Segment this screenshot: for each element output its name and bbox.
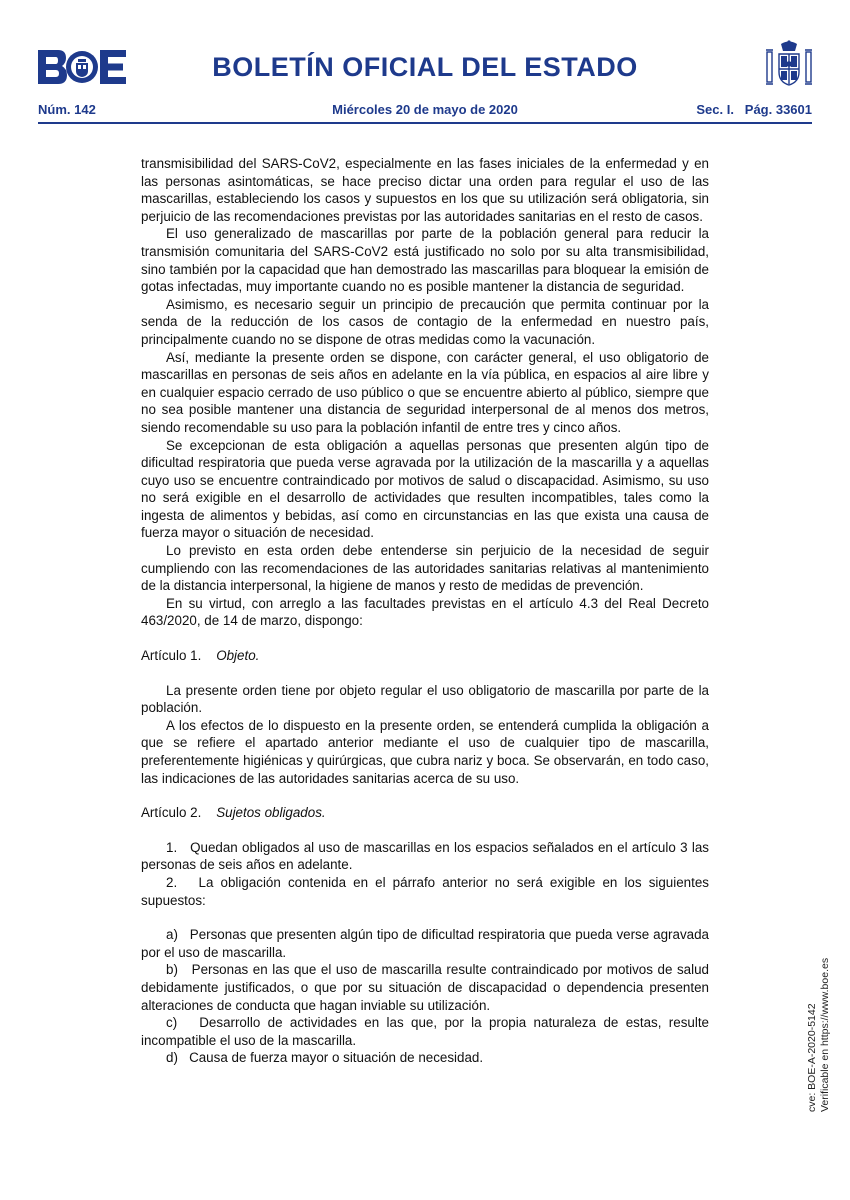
paragraph: transmisibilidad del SARS-CoV2, especialmente en las fases iniciales de la enfermedad y en las personas asintomáticas, se hace preciso dictar una orden para regular el uso de las mascarillas, estableciendo los casos y supuestos en los que su utilización será obligatoria, sin perjuicio de las recomendaciones previstas por las autoridades sanitarias en el resto de casos. [141,156,709,224]
article-label: Artículo 1. [141,648,202,664]
verification-link[interactable]: Verificable en https://www.boe.es [819,957,831,1112]
paragraph: Asimismo, es necesario seguir un principio de precaución que permita continuar por la senda de la reducción de los casos de contagio de la enfermedad en nuestro país, principalmente cuando no se dispone de otras medidas como la vacunación. [141,296,709,347]
masthead-title: BOLETÍN OFICIAL DEL ESTADO [212,52,638,82]
list-item: a) Personas que presenten algún tipo de dificultad respiratoria que pueda verse agravada por el uso de mascarilla. [141,927,713,960]
paragraph: A los efectos de lo dispuesto en la presente orden, se entenderá cumplida la obligación a que se refiere el apartado anterior mediante el uso de cualquier tipo de mascarilla, preferentemente higiénicas y quirúrgicas, que cubra nariz y boca. Se observarán, en todo caso, las indicaciones de las autoridades sanitarias acerca de su uso. [141,717,709,786]
paragraph: El uso generalizado de mascarillas por parte de la población general para reducir la transmisión comunitaria del SARS-CoV2 está justificado no solo por su alta transmisibilidad, sino también por la capacidad que han demostrado las mascarillas para bloquear la emisión de gotas infectadas, muy importante cuando no es posible mantener la distancia de seguridad. [141,226,709,295]
header-rule [38,122,812,124]
article-1-heading [141,647,709,665]
article-title: Sujetos obligados. [216,805,326,821]
verification-sidebar [806,692,832,1112]
paragraph: 2. La obligación contenida en el párrafo anterior no será exigible en los siguientes supuestos: [141,874,713,908]
paragraph: Así, mediante la presente orden se dispone, con carácter general, el uso obligatorio de mascarillas en personas de seis años en adelante en la vía pública, en espacios al aire libre y en cualquier espacio cerrado de uso público o que se encuentre abierto al público, siempre que no sea posible mantener una distancia de seguridad interpersonal de al menos dos metros, siendo recomendable su uso para la población infantil de entre tres y cinco años. [141,349,709,435]
coat-of-arms-icon [765,40,813,90]
article-label: Artículo 2. [141,805,202,821]
article-2-heading [141,804,709,822]
paragraph: Se excepcionan de esta obligación a aquellas personas que presenten algún tipo de dificultad respiratoria que pueda verse agravada por la utilización de la mascarilla y a aquellas cuyo uso se encuentre contraindicado por motivos de salud o discapacidad. Asimismo, su uso no será exigible en el desarrollo de actividades que resulten incompatibles, tales como la ingesta de alimentos y bebidas, así como en circunstancias en las que exista una causa de fuerza mayor o situación de necesidad. [141,437,709,541]
paragraph: Lo previsto en esta orden debe entenderse sin perjuicio de la necesidad de seguir cumpliendo con las recomendaciones de las autoridades sanitarias relativas al mantenimiento de la distancia interpersonal, la higiene de manos y resto de medidas de prevención. [141,543,709,594]
list-item: d) Causa de fuerza mayor o situación de necesidad. [166,1050,484,1066]
section-page: Sec. I. Pág. 33601 [696,102,812,117]
issue-number: Núm. 142 [38,102,96,117]
paragraph: En su virtud, con arreglo a las facultades previstas en el artículo 4.3 del Real Decreto 463/2020, de 14 de marzo, dispongo: [141,595,709,629]
article-title: Objeto. [216,648,260,664]
page-header [38,102,812,122]
paragraph: La presente orden tiene por objeto regular el uso obligatorio de mascarilla por parte de la población. [141,682,709,716]
document-body [141,155,713,1067]
list-item: b) Personas en las que el uso de mascarilla resulte contraindicado por motivos de salud debidamente justificados, o que por su situación de discapacidad o dependencia presenten alteraciones de conducta que hagan inviable su utilización. [141,962,713,1013]
cve-code: cve: BOE-A-2020-5142 [806,1003,818,1112]
paragraph: 1. Quedan obligados al uso de mascarillas en los espacios señalados en el artículo 3 las personas de seis años en adelante. [141,839,713,873]
list-item: c) Desarrollo de actividades en las que, por la propia naturaleza de estas, resulte incompatible el uso de la mascarilla. [141,1015,713,1048]
issue-date: Miércoles 20 de mayo de 2020 [332,102,518,117]
